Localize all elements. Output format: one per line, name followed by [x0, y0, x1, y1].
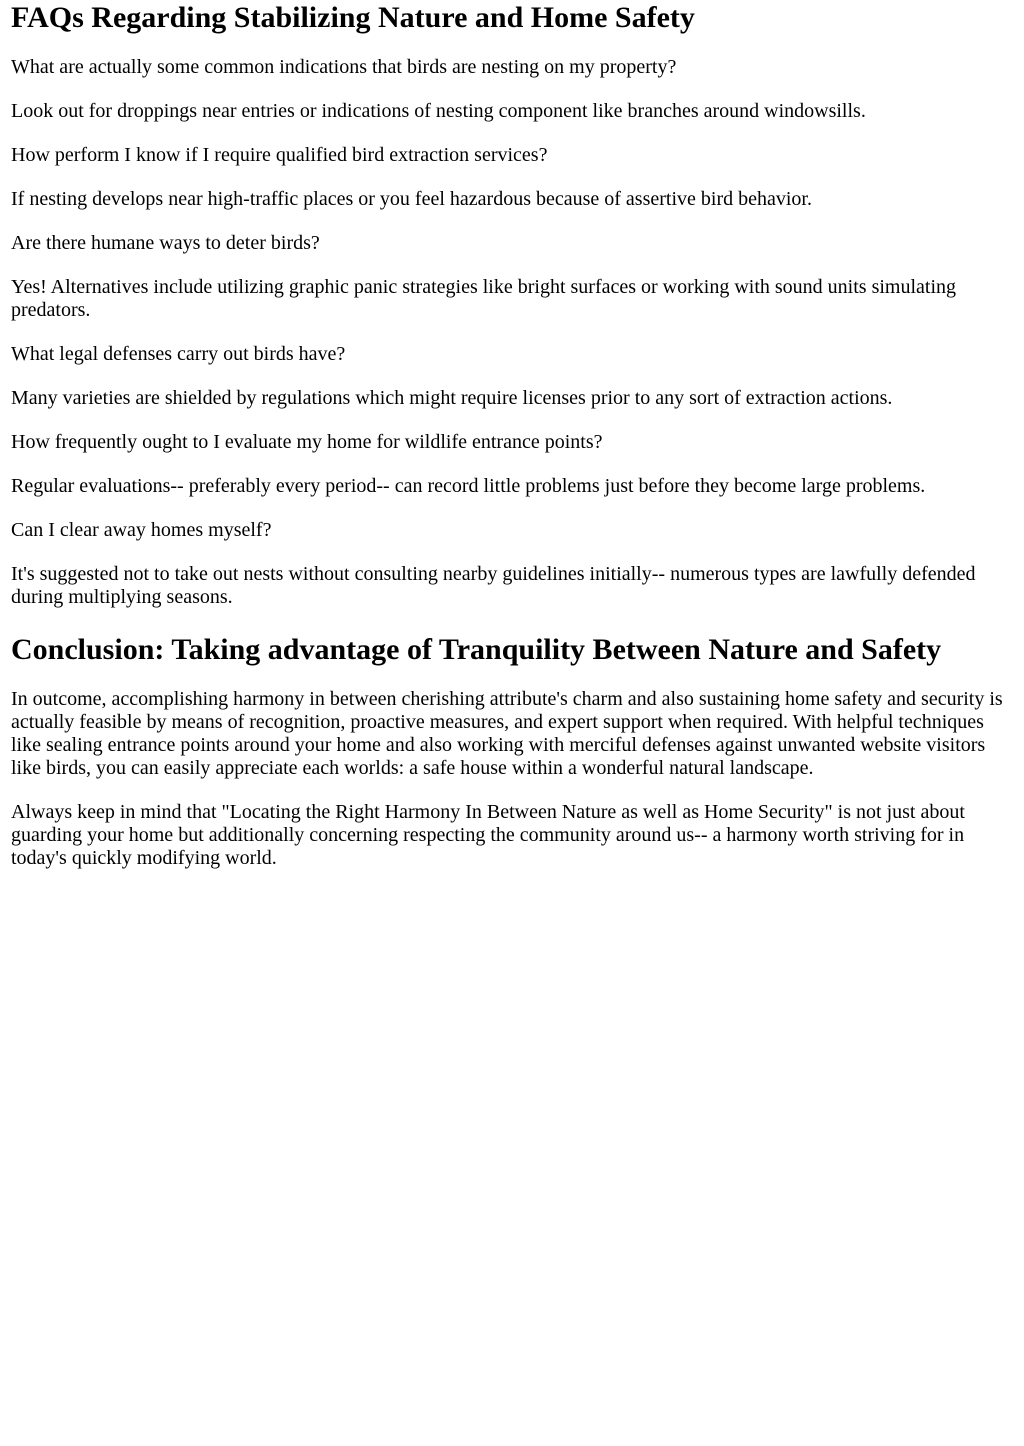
faq-answer-5: Regular evaluations-- preferably every period-- can record little problems just before they become large problems.	[11, 475, 926, 497]
faq-question-2: How perform I know if I require qualified bird extraction services?	[11, 144, 548, 166]
faq-question-3: Are there humane ways to deter birds?	[11, 232, 320, 254]
faq-question-4: What legal defenses carry out birds have?	[11, 343, 346, 365]
faq-question-1: What are actually some common indications that birds are nesting on my property?	[11, 56, 677, 78]
faq-answer-3: Yes! Alternatives include utilizing graphic panic strategies like bright surfaces or working with sound units simulating predators.	[11, 276, 957, 321]
conclusion-paragraph-1: In outcome, accomplishing harmony in between cherishing attribute's charm and also sustaining home safety and security is actually feasible by means of recognition, proactive measures, and expert support when required. With helpful techniques like sealing entrance points around your home and also working with merciful defenses against unwanted website visitors like birds, you can easily appreciate each worlds: a safe house within a wonderful natural landscape.	[11, 688, 1003, 779]
faq-question-5: How frequently ought to I evaluate my home for wildlife entrance points?	[11, 431, 603, 453]
faq-heading: FAQs Regarding Stabilizing Nature and Home Safety	[11, 1, 695, 34]
faq-answer-2: If nesting develops near high-traffic places or you feel hazardous because of assertive bird behavior.	[11, 188, 812, 210]
conclusion-heading: Conclusion: Taking advantage of Tranquility Between Nature and Safety	[11, 633, 942, 666]
conclusion-paragraph-2: Always keep in mind that "Locating the Right Harmony In Between Nature as well as Home Security" is not just about guarding your home but additionally concerning respecting the community around us-- a harmony worth striving for in today's quickly modifying world.	[11, 801, 965, 869]
faq-answer-1: Look out for droppings near entries or indications of nesting component like branches around windowsills.	[11, 100, 866, 122]
faq-question-6: Can I clear away homes myself?	[11, 519, 272, 541]
faq-answer-4: Many varieties are shielded by regulations which might require licenses prior to any sort of extraction actions.	[11, 387, 893, 409]
faq-answer-6: It's suggested not to take out nests without consulting nearby guidelines initially-- numerous types are lawfully defended during multiplying seasons.	[11, 563, 976, 608]
